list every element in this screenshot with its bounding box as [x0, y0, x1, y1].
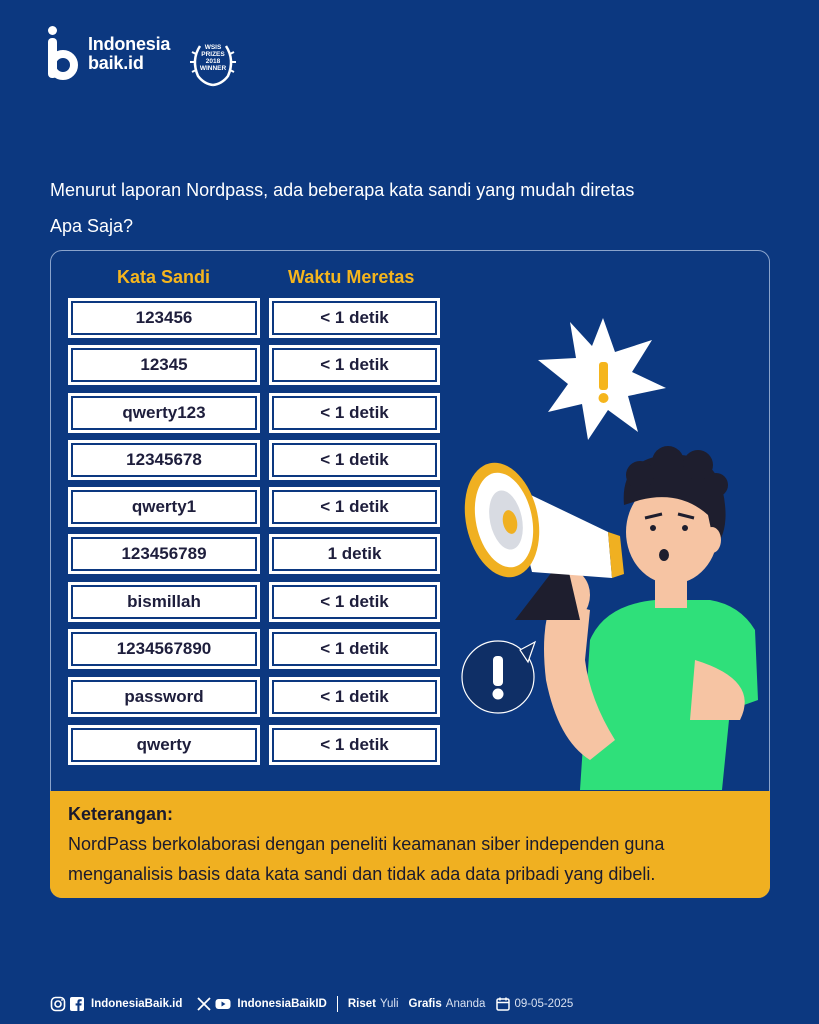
- riset-name: Yuli: [379, 998, 399, 1010]
- facebook-icon[interactable]: [69, 996, 85, 1012]
- intro-text: [50, 180, 634, 236]
- time-cell: < 1 detik: [269, 345, 440, 385]
- note-body-line1: NordPass berkolaborasi dengan peneliti keamanan siber independen guna: [68, 834, 665, 854]
- publish-date: 09-05-2025: [514, 998, 574, 1010]
- intro-line1: Menurut laporan Nordpass, ada beberapa kata sandi yang mudah diretas: [50, 180, 635, 200]
- megaphone-man-illustration: [440, 300, 770, 790]
- password-cell: password: [68, 677, 260, 717]
- award-line3: 2018: [205, 58, 221, 65]
- footer-divider: [337, 996, 338, 1012]
- time-cell: 1 detik: [269, 534, 440, 574]
- grafis-name: Ananda: [445, 998, 486, 1010]
- time-cell: < 1 detik: [269, 629, 440, 669]
- note-body-line2: menganalisis basis data kata sandi dan tidak ada data pribadi yang dibeli.: [68, 864, 656, 884]
- exclamation-bubble-icon: [462, 641, 535, 713]
- header-waktu-meretas: Waktu Meretas: [288, 267, 415, 287]
- instagram-icon[interactable]: [50, 996, 66, 1012]
- wsis-award-badge: [188, 38, 238, 88]
- calendar-icon: [495, 996, 511, 1012]
- password-cell: qwerty123: [68, 393, 260, 433]
- logo-text: [88, 35, 170, 73]
- indonesiabaik-logo: [46, 26, 170, 82]
- time-cell: < 1 detik: [269, 440, 440, 480]
- note-title: Keterangan:: [68, 804, 174, 824]
- footer-account-2[interactable]: IndonesiaBaikID: [237, 998, 327, 1010]
- password-cell: 12345678: [68, 440, 260, 480]
- riset-label: Riset: [347, 998, 376, 1010]
- password-cell: bismillah: [68, 582, 260, 622]
- intro-question: Apa Saja?: [50, 216, 134, 236]
- time-cell: < 1 detik: [269, 487, 440, 527]
- time-cell: < 1 detik: [269, 582, 440, 622]
- exclamation-starburst-icon: [538, 318, 666, 440]
- footer-account-1[interactable]: IndonesiaBaik.id: [91, 998, 183, 1010]
- password-cell: 1234567890: [68, 629, 260, 669]
- award-line1: WSIS: [204, 44, 222, 51]
- award-line2: PRIZES: [201, 51, 225, 58]
- password-cell: 12345: [68, 345, 260, 385]
- password-cell: 123456: [68, 298, 260, 338]
- header-kata-sandi: Kata Sandi: [117, 267, 211, 287]
- time-cell: < 1 detik: [269, 298, 440, 338]
- award-line4: WINNER: [199, 65, 227, 72]
- time-cell: < 1 detik: [269, 725, 440, 765]
- password-cell: qwerty1: [68, 487, 260, 527]
- logo-text-line2: baik.id: [88, 53, 144, 73]
- logo-text-line1: Indonesia: [88, 34, 171, 54]
- footer: [50, 995, 573, 1013]
- keterangan-note: [50, 791, 770, 898]
- logo-mark-icon: [46, 26, 82, 82]
- megaphone-icon: [455, 456, 624, 620]
- youtube-icon[interactable]: [215, 996, 231, 1012]
- password-cell: qwerty: [68, 725, 260, 765]
- x-twitter-icon[interactable]: [196, 996, 212, 1012]
- grafis-label: Grafis: [408, 998, 442, 1010]
- password-cell: 123456789: [68, 534, 260, 574]
- time-cell: < 1 detik: [269, 677, 440, 717]
- time-cell: < 1 detik: [269, 393, 440, 433]
